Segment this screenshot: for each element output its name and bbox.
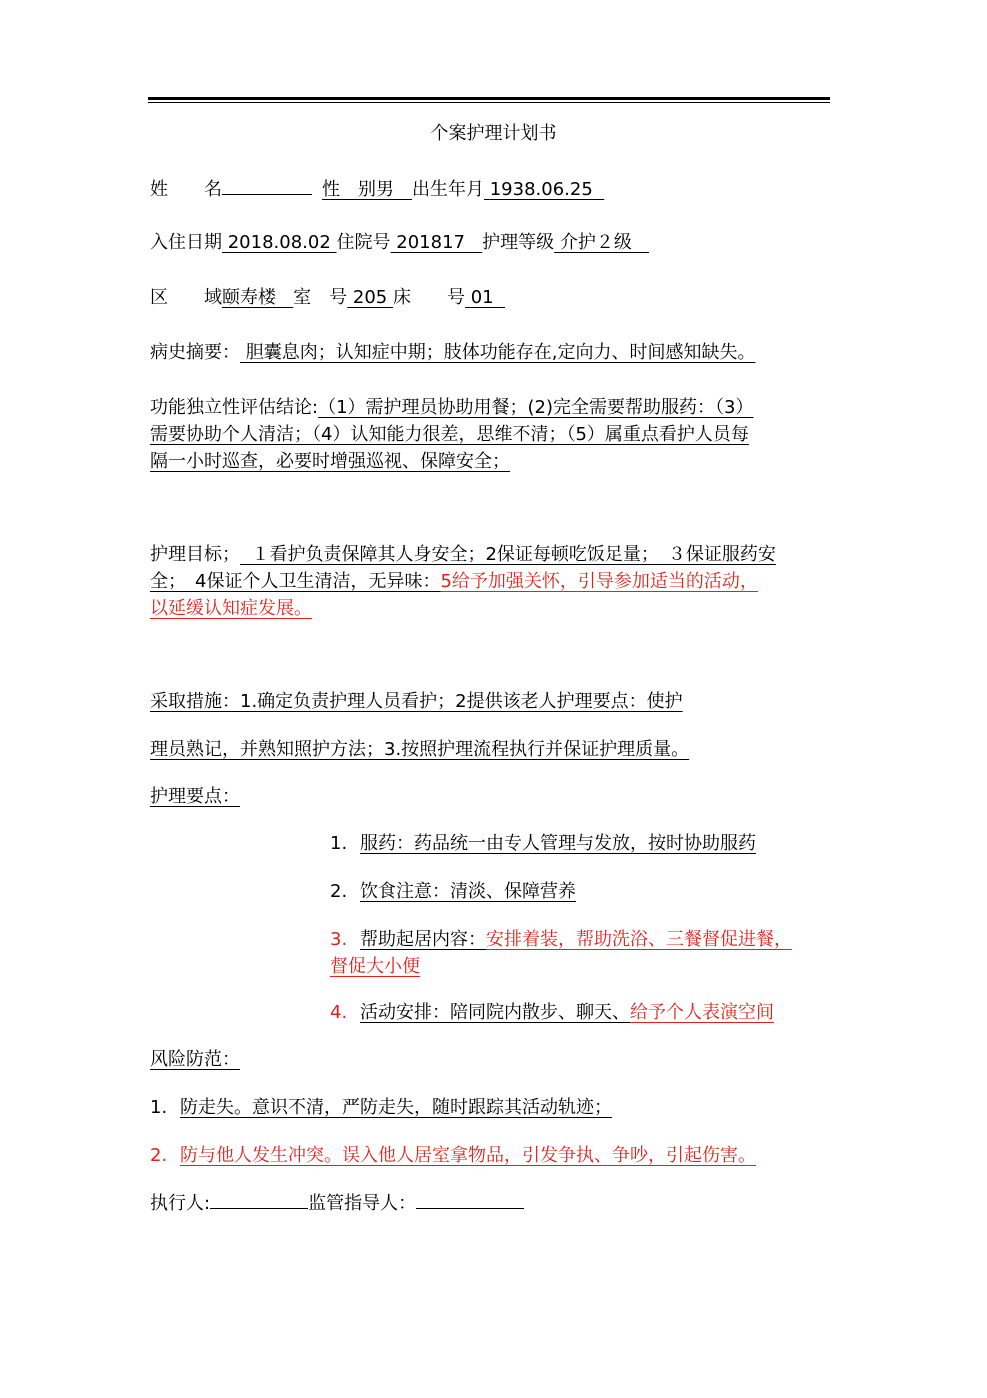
name-blank [222, 176, 312, 195]
key-point-1-text: 药品统一由专人管理与发放，按时协助服药 [414, 833, 756, 854]
key-point-3 [330, 928, 792, 952]
birth-label: 出生年月 [412, 179, 484, 200]
name-label: 姓 名 [150, 179, 222, 200]
goals-line-2 [150, 570, 758, 594]
assessment-line-1 [150, 396, 753, 420]
admit-label: 入住日期 [150, 232, 222, 253]
goals-text-2: 全； 4保证个人卫生清洁，无异味： [150, 571, 441, 592]
measures-label: 采取措施： [150, 691, 240, 712]
key-point-2-number: 2. [330, 881, 348, 902]
header-rule-thin [148, 102, 830, 103]
room-label: 室 号 [293, 287, 348, 308]
risk-item-2-text: 防与他人发生冲突。误入他人居室拿物品，引发争执、争吵，引起伤害。 [180, 1145, 756, 1166]
admit-value: 2018.08.02 [227, 232, 331, 253]
key-point-3-label: 帮助起居内容： [360, 929, 486, 950]
key-point-3-number: 3. [330, 929, 348, 950]
history-text: 胆囊息肉；认知症中期；肢体功能存在,定向力、时间感知缺失。 [245, 342, 756, 363]
goals-line-1 [150, 543, 776, 567]
key-point-3-continued: 督促大小便 [330, 956, 420, 977]
gender-value: 男 [376, 179, 394, 200]
key-point-2-label: 饮食注意： [360, 881, 450, 902]
signature-row [150, 1190, 524, 1216]
measures-line-2: 理员熟记，并熟知照护方法；3.按照护理流程执行并保证护理质量。 [150, 739, 690, 760]
row-location [150, 286, 505, 310]
key-point-4-text-highlight: 给予个人表演空间 [630, 1002, 774, 1023]
assessment-label: 功能独立性评估结论: [150, 397, 319, 418]
goals-text-1: １看护负责保障其人身安全；2保证每顿吃饭足量； ３保证服药安 [251, 544, 776, 565]
care-level-value: 介护２级 [559, 232, 632, 253]
key-point-4-label: 活动安排： [360, 1002, 450, 1023]
supervisor-label: 监管指导人： [308, 1193, 417, 1214]
key-point-2 [330, 880, 576, 904]
key-point-2-text: 清淡、保障营养 [450, 881, 576, 902]
history-row [150, 341, 755, 365]
assessment-line-2: 需要协助个人清洁；（4）认知能力很差，思维不清；（5）属重点看护人员每 [150, 424, 749, 445]
key-point-4-number: 4. [330, 1002, 348, 1023]
header-rule-thick [148, 97, 830, 100]
resident-no-label: 住院号 [336, 232, 391, 253]
key-point-4-text: 陪同院内散步、聊天、 [450, 1002, 630, 1023]
key-point-1 [330, 832, 756, 856]
goals-text-2-highlight: 5给予加强关怀，引导参加适当的活动， [440, 571, 758, 592]
measures-text-1: 1.确定负责护理人员看护；2提供该老人护理要点：使护 [240, 691, 683, 712]
executor-label: 执行人: [150, 1193, 211, 1214]
goals-line-3: 以延缓认知症发展。 [150, 598, 312, 619]
page-title: 个案护理计划书 [430, 123, 557, 144]
risk-item-1 [150, 1096, 612, 1120]
risk-label: 风险防范： [150, 1049, 240, 1070]
assessment-line-3: 隔一小时巡查，必要时增强巡视、保障安全； [150, 451, 510, 472]
goals-label: 护理目标； [150, 544, 240, 565]
row-admission [150, 231, 649, 255]
key-point-1-label: 服药： [360, 833, 414, 854]
care-level-label: 护理等级 [482, 232, 555, 253]
area-label: 区 域 [150, 287, 222, 308]
key-point-3-text: 安排着装，帮助洗浴、三餐督促进餐， [486, 929, 792, 950]
room-value: 205 [352, 287, 388, 308]
risk-item-2-number: 2. [150, 1145, 168, 1166]
risk-item-1-text: 防走失。意识不清，严防走失，随时跟踪其活动轨迹； [180, 1097, 612, 1118]
risk-item-2 [150, 1144, 756, 1168]
key-point-1-number: 1. [330, 833, 348, 854]
executor-blank [210, 1190, 308, 1209]
assessment-text-1: （1）需护理员协助用餐；(2)完全需要帮助服药：（3） [318, 397, 754, 418]
history-label: 病史摘要： [150, 342, 240, 363]
birth-value: 1938.06.25 [489, 179, 593, 200]
row-name-gender-birth [150, 176, 604, 202]
gender-label: 性 别 [322, 179, 376, 200]
resident-no-value: 201817 [396, 232, 465, 253]
bed-value: 01 [470, 287, 494, 308]
area-value: 颐寿楼 [222, 287, 276, 308]
bed-label: 床 号 [393, 287, 465, 308]
key-points-label: 护理要点： [150, 786, 240, 807]
measures-line-1 [150, 690, 683, 714]
risk-item-1-number: 1. [150, 1097, 168, 1118]
key-point-4 [330, 1001, 774, 1025]
supervisor-blank [416, 1190, 524, 1209]
